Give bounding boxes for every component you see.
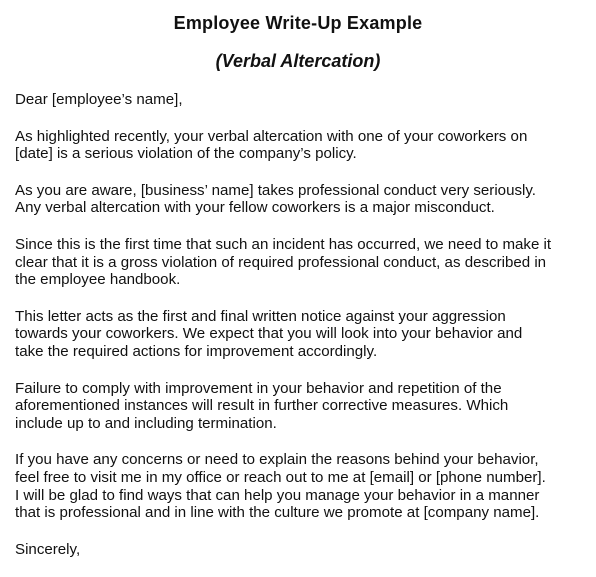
paragraph-line: aforementioned instances will result in further corrective measures. Which	[15, 397, 509, 415]
closing: Sincerely,	[15, 540, 81, 558]
paragraph-line: Failure to comply with improvement in your behavior and repetition of the	[15, 379, 502, 397]
paragraph-line: clear that it is a gross violation of required professional conduct, as described in	[15, 253, 547, 271]
paragraph-4	[15, 308, 590, 361]
paragraph-5	[15, 380, 590, 433]
paragraph-line: take the required actions for improvement accordingly.	[15, 342, 378, 360]
paragraph-line: If you have any concerns or need to explain the reasons behind your behavior,	[15, 451, 539, 469]
paragraph-line: the employee handbook.	[15, 271, 181, 289]
paragraph-line: that is professional and in line with the culture we promote at [company name].	[15, 504, 540, 522]
paragraph-line: This letter acts as the first and final written notice against your aggression	[15, 307, 506, 325]
paragraph-line: I will be glad to find ways that can help you manage your behavior in a manner	[15, 486, 540, 504]
paragraph-line: include up to and including termination.	[15, 414, 277, 432]
paragraph-2	[15, 182, 590, 217]
document-subtitle: (Verbal Altercation)	[215, 51, 381, 71]
paragraph-line: towards your coworkers. We expect that you will look into your behavior and	[15, 325, 523, 343]
document-title: Employee Write-Up Example	[173, 13, 423, 33]
letter-body	[15, 91, 590, 577]
paragraph-line: feel free to visit me in my office or reach out to me at [email] or [phone number].	[15, 468, 546, 486]
paragraph-line: As highlighted recently, your verbal altercation with one of your coworkers on	[15, 127, 528, 145]
paragraph-line: Since this is the first time that such an incident has occurred, we need to make it	[15, 235, 552, 253]
paragraph-line: [date] is a serious violation of the company’s policy.	[15, 145, 357, 163]
paragraph-line: As you are aware, [business’ name] takes professional conduct very seriously.	[15, 181, 536, 199]
paragraph-6	[15, 451, 590, 521]
salutation: Dear [employee’s name],	[15, 91, 183, 108]
paragraph-1	[15, 128, 590, 163]
paragraph-3	[15, 236, 590, 289]
paragraph-line: Any verbal altercation with your fellow coworkers is a major misconduct.	[15, 199, 495, 217]
